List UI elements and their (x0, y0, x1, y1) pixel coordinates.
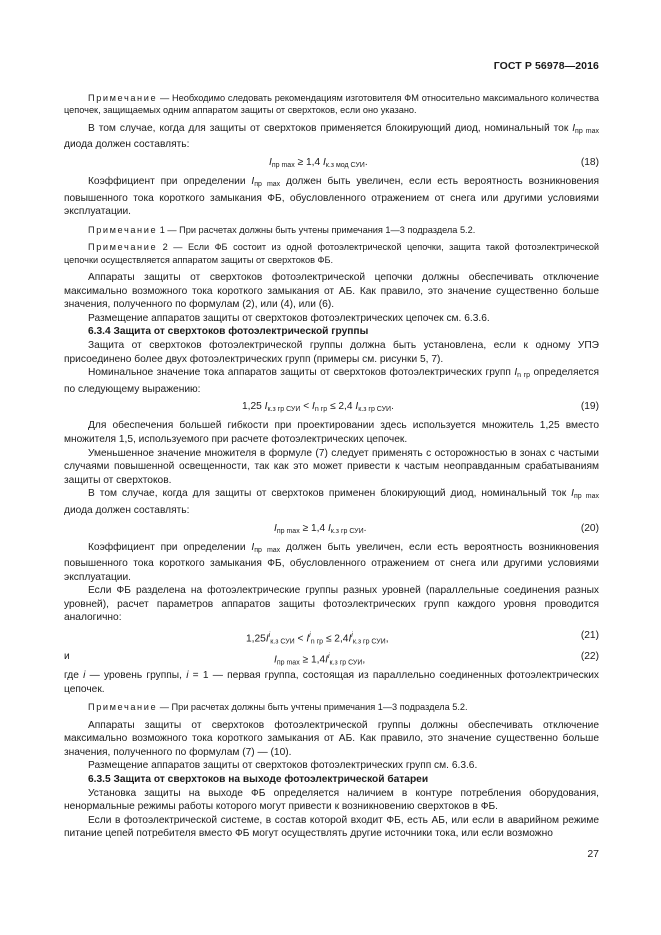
note-1: Примечание — Необходимо следовать рекомендациям изготовителя ФМ относительно максимального количества цепочек, защищаемых одним аппаратом защиты от сверхтоков, если оно указано. (64, 93, 599, 116)
paragraph: Номинальное значение тока аппаратов защиты от сверхтоков фотоэлектрических групп $I_{n гр}$ определяется по следующему выражению: (64, 367, 600, 395)
paragraph: Защита от сверхтоков фотоэлектрической группы должна быть установлена, если к одному УПЭ присоединено более двух фотоэлектрических групп (примеры см. рисунки 5, 7). (64, 339, 599, 365)
equation-18: $I_{пр max} \ge 1,4$ $I_{к.з мод СУИ}$. (18) (269, 157, 599, 169)
section-heading-635: 6.3.5 Защита от сверхтоков на выходе фотоэлектрической батареи (88, 774, 429, 786)
note-word: Примечание (88, 93, 158, 103)
paragraph: В том случае, когда для защиты от сверхтоков применяется блокирующий диод, номинальный ток $I_{пр max}$ диода должен составлять: (64, 122, 599, 151)
equation-21: $1,25I^i_{к.з СУИ} < I^i_{n гр} \le 2,4I^i_{к.з гр СУИ}$, (21) (246, 630, 599, 646)
document-header: ГОСТ Р 56978—2016 (493, 60, 599, 72)
paragraph: Установка защиты на выходе ФБ определяется наличием в контуре потребления оборудования, ненормальные режимы работы которого могут привести к возникновению сверхтоков в ФБ. (64, 787, 599, 813)
equation-number: (18) (580, 157, 599, 168)
page-body (64, 92, 599, 841)
equation-number: (19) (580, 401, 599, 413)
paragraph: Если в фотоэлектрической системе, в состав которой входит ФБ, есть АБ, или если в аварийном режиме питание цепей потребителя вместо ФБ могут осуществлять другие источники тока, или если возможно (64, 814, 599, 840)
equation-number: (22) (580, 651, 599, 663)
paragraph: Размещение аппаратов защиты от сверхтоков фотоэлектрических групп см. 6.3.6. (88, 760, 478, 772)
equation-number: (20) (580, 522, 599, 534)
paragraph: Аппараты защиты от сверхтоков фотоэлектрической группы должны обеспечивать отключение максимально возможного тока короткого замыкания от АБ. Как правило, это значение существенно больше значения, полученного по формулам (7) — (10). (64, 719, 599, 758)
paragraph: Размещение аппаратов защиты от сверхтоков фотоэлектрических цепочек см. 6.3.6. (88, 312, 490, 324)
paragraph: Если ФБ разделена на фотоэлектрические группы разных уровней (параллельные соединения разных уровней), расчет параметров аппаратов защиты фотоэлектрических групп каждого уровня проводится аналогично: (64, 585, 599, 624)
paragraph: В том случае, когда для защиты от сверхтоков применен блокирующий диод, номинальный ток $I_{пр max}$ диода должен составлять: (64, 488, 599, 516)
paragraph: где i — уровень группы, i = 1 — первая группа, состоящая из параллельно соединенных фотоэлектрических цепочек. (64, 670, 600, 695)
note-2: Примечание 1 — При расчетах должны быть учтены примечания 1—3 подраздела 5.2. (88, 224, 476, 235)
equation-19: 1,25 $I_{к.з гр СУИ} < I_{n гр} \le 2,4$ $I_{к.з гр СУИ}$. (19) (242, 401, 599, 414)
equation-number: (21) (580, 630, 599, 642)
equation-22: и $I_{пр max} \ge 1,4I^i_{к.з гр СУИ}$, (22) (64, 651, 599, 667)
equation-20: $I_{пр max} \ge 1,4$ $I_{к.з гр СУИ}$. (20) (274, 522, 599, 535)
note-4: Примечание — При расчетах должны быть учтены примечания 1—3 подраздела 5.2. (88, 702, 468, 713)
paragraph: Для обеспечения большей гибкости при проектировании здесь используется множитель 1,25 вместо множителя 1,5, используемого при расчете фотоэлектрических цепочек. (64, 420, 599, 445)
section-heading-634: 6.3.4 Защита от сверхтоков фотоэлектрической группы (88, 326, 369, 338)
paragraph: Коэффициент при определении $I_{пр max}$ должен быть увеличен, если есть вероятность возникновения повышенного тока короткого замыкания ФБ, обусловленного отражением от снега или другими условиями эксплуатации. (64, 176, 600, 218)
page-number: 27 (587, 848, 599, 860)
note-3: Примечание 2 — Если ФБ состоит из одной фотоэлектрической цепочки, защита такой фотоэлектрической цепочки осуществляется аппаратом защиты от сверхтоков ФБ. (64, 242, 599, 265)
paragraph: Аппараты защиты от сверхтоков фотоэлектрической цепочки должны обеспечивать отключение максимально возможного тока короткого замыкания от АБ. Как правило, это значение существенно больше значения, полученного по формулам (2), или (4), или (6). (64, 272, 599, 311)
paragraph: Коэффициент при определении $I_{пр max}$ должен быть увеличен, если есть вероятность возникновения повышенного тока короткого замыкания ФБ, обусловленного отражением от снега или другими условиями эксплуатации. (64, 541, 600, 583)
paragraph: Уменьшенное значение множителя в формуле (7) следует применять с осторожностью в зонах с частыми случаями повышенной освещенности, так как это может привести к частым неоправданным срабатываниям защиты от сверхтоков. (64, 447, 599, 486)
